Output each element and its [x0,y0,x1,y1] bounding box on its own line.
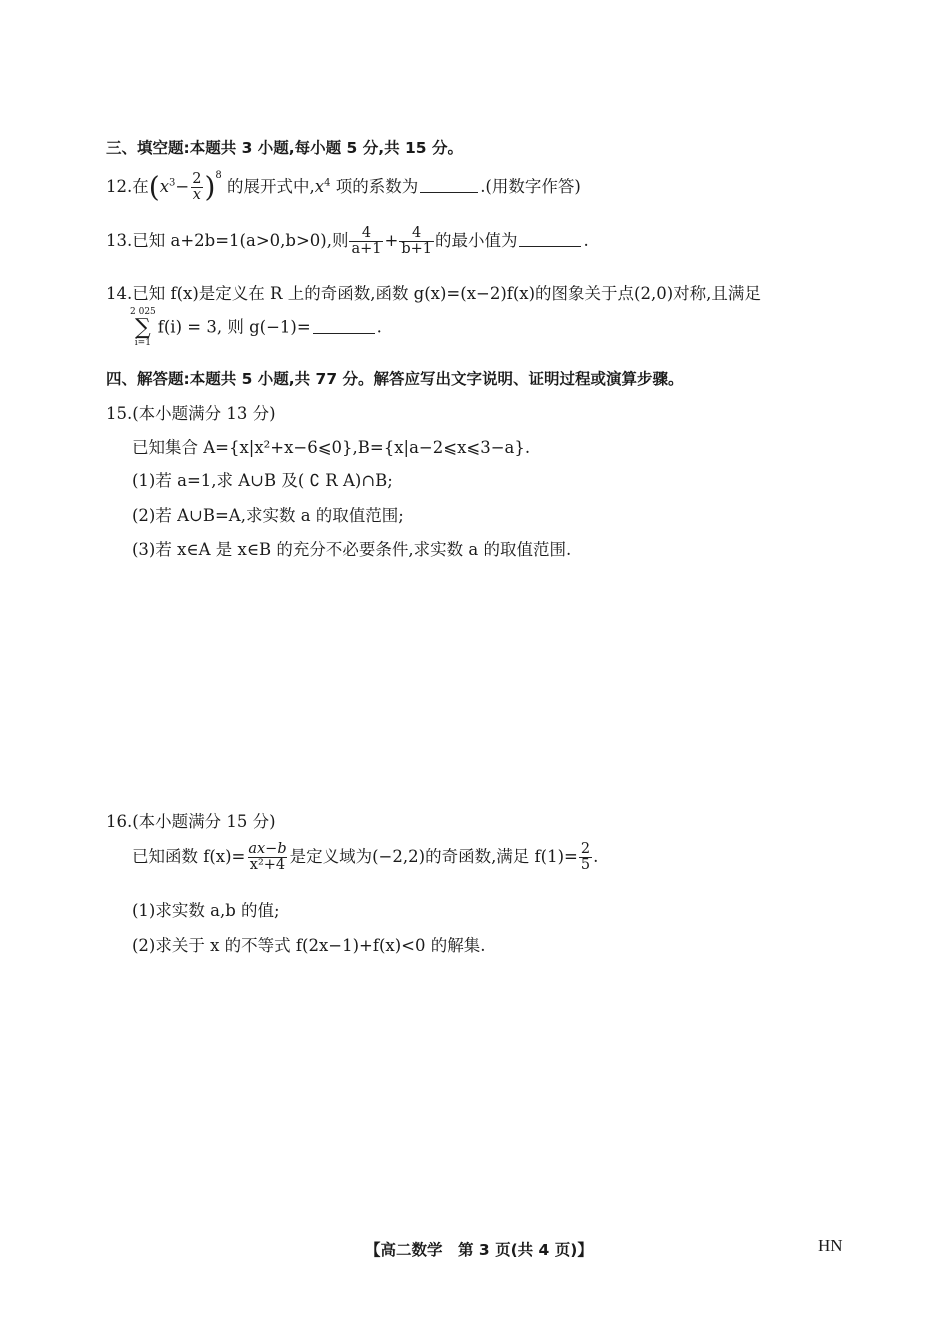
q16-header: 16.(本小题满分 15 分) [106,812,276,831]
q15-part-3: (3)若 x∈A 是 x∈B 的充分不必要条件,求实数 a 的取值范围. [132,540,572,559]
q12-minus: − [175,177,190,196]
q16-stem-tail: . [593,847,599,867]
q13-answer-blank[interactable] [519,246,581,247]
q15-header: 15.(本小题满分 13 分) [106,404,276,423]
q12-tail: .(用数字作答) [480,177,581,196]
region-code: HN [818,1236,843,1255]
q14-answer-blank[interactable] [313,333,375,334]
q13-fraction-1: $\frac{4}{a+1}$ [351,225,382,258]
q16-part-1: (1)求实数 a,b 的值; [132,901,280,920]
q12-expr-base: x [159,177,169,196]
q14-number: 14. [106,284,133,303]
question-14-line-1 [106,280,761,304]
q15-stem: 已知集合 A={x|x²+x−6⩽0},B={x|a−2⩽x⩽3−a}. [132,438,531,457]
page-footer: 【高二数学 第 3 页(共 4 页)】 [365,1241,593,1259]
q13-pre: 已知 a+2b=1(a>0,b>0),则 [132,231,349,251]
q16-stem-mid: 是定义域为(−2,2)的奇函数,满足 f(1)= [289,847,578,867]
q14-summation: 2 025 ∑ i=1 [130,307,156,348]
q13-number: 13. [106,231,133,251]
q12-outer-exp: 8 [215,170,222,181]
q14-tail: . [376,317,382,337]
q12-term-base: x [314,177,325,196]
q13-post: 的最小值为 [434,231,518,251]
q16-value-fraction: $\frac{2}{5}$ [580,841,591,874]
q14-line-1-text: 已知 f(x)是定义在 R 上的奇函数,函数 g(x)=(x−2)f(x)的图象关于点(2,0)对称,且满足 [132,284,761,303]
q12-fraction: $\frac{2}{x}$ [192,170,202,203]
q12-number: 12. [106,177,133,196]
q13-plus: + [384,231,399,251]
q16-function-fraction: $\frac{ax-b}{\text{x²+4}}$ [248,841,287,874]
question-13 [106,226,589,257]
q16-stem [132,842,598,873]
section-3-title: 三、填空题:本题共 3 小题,每小题 5 分,共 15 分。 [106,139,463,157]
q16-part-2: (2)求关于 x 的不等式 f(2x−1)+f(x)<0 的解集. [132,936,486,955]
q12-term-exp: 4 [324,177,331,189]
q12-expr-exp: 3 [169,177,176,189]
q12-post: 项的系数为 [335,177,419,196]
q12-mid: 的展开式中, [227,177,315,196]
question-12: 12.在($x^3-$ $\frac{2}{x}$ )$^8$ 的展开式中$,x^4$ 项的系数为 .(用数字作答) [106,170,581,204]
q16-stem-pre: 已知函数 f(x)= [132,847,246,867]
q13-tail: . [583,231,589,251]
question-14-line-2 [130,308,382,348]
q14-line-2-text: f(i) = 3, 则 g(−1)= [157,317,311,337]
q15-part-2: (2)若 A∪B=A,求实数 a 的取值范围; [132,506,404,525]
q12-pre: 在 [132,177,149,196]
q13-fraction-2: $\frac{4}{b+1}$ [401,225,432,258]
section-4-title: 四、解答题:本题共 5 小题,共 77 分。解答应写出文字说明、证明过程或演算步骤。 [106,370,684,388]
q12-answer-blank[interactable] [420,192,478,193]
q15-part-1: (1)若 a=1,求 A∪B 及( ∁ R A)∩B; [132,471,393,490]
